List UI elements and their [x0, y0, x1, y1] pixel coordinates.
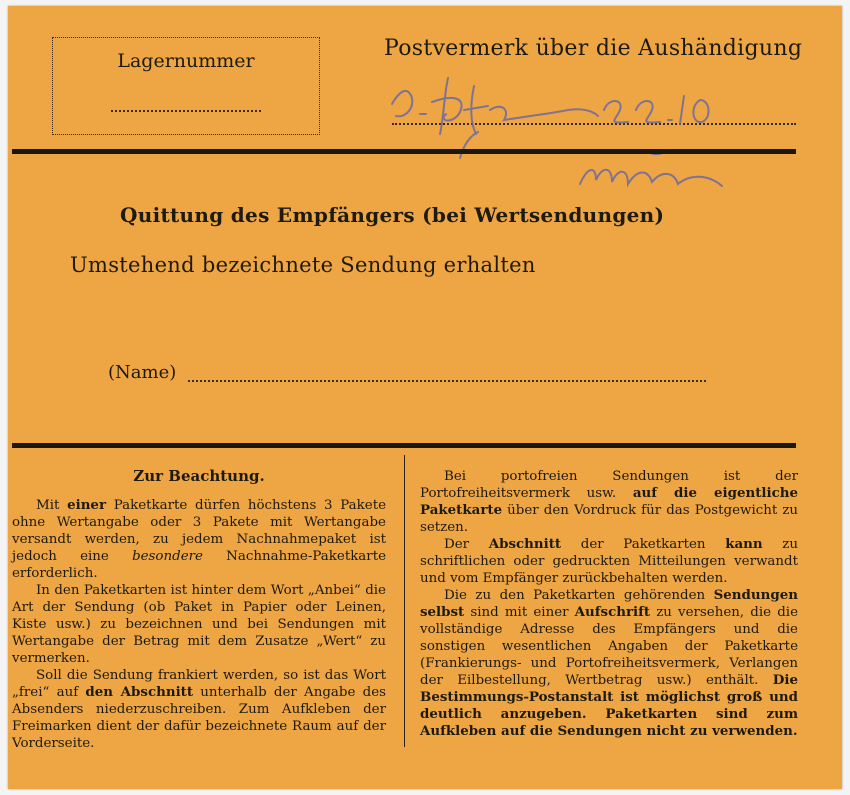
quittung-title: Quittung des Empfängers (bei Wertsendungen): [120, 203, 665, 227]
name-label: (Name): [108, 362, 177, 383]
instructions-paragraph-3: Die zu den Paketkarten gehörenden Sendungen selbst sind mit einer Aufschrift zu versehen, die die vollständige Adresse des Empfängers und die sonstigen wesentlichen Angaben der Paketkarte (Frankierungs- und Portofreiheitsvermerk, Verlangen der Eilbestellung, Wertbetrag usw.) enthält. Die Bestimmungs-Postanstalt ist möglichst groß und deutlich anzugeben. Paketkarten sind zum Aufkleben auf die Sendungen nicht zu verwenden.: [420, 587, 798, 739]
name-dotted-line: [188, 380, 706, 382]
bottom-divider-rule: [12, 443, 796, 448]
lagernummer-label: Lagernummer: [117, 50, 255, 72]
instructions-paragraph-2: Der Abschnitt der Paketkarten kann zu schriftlichen oder gedruckten Mitteilungen verwandt und vom Empfänger zurückbehalten werden.: [420, 536, 798, 586]
beachtung-paragraph-2: In den Paketkarten ist hinter dem Wort „Anbei“ die Art der Sendung (ob Paket in Papier oder Leinen, Kiste usw.) zu bezeichnen und bei Sendungen mit Wertangabe der Betrag mit dem Zusatze „Wert“ zu vermerken.: [12, 583, 386, 666]
top-divider-rule: [12, 149, 796, 154]
lagernummer-dotted-line: [111, 110, 261, 112]
instructions-paragraph-1: Bei portofreien Sendungen ist der Portofreiheitsvermerk usw. auf die eigentliche Paketkarte über den Vordruck für das Postgewicht zu setzen.: [420, 469, 798, 535]
instructions-column: [420, 468, 798, 740]
beachtung-column: [12, 468, 386, 752]
lagernummer-box: [52, 37, 320, 135]
column-divider: [404, 455, 405, 747]
quittung-text: Umstehend bezeichnete Sendung erhalten: [70, 253, 536, 277]
beachtung-paragraph-3: Soll die Sendung frankiert werden, so ist das Wort „frei“ auf den Abschnitt unterhalb der Angabe des Absenders niederzuschreiben. Zum Aufkleben der Freimarken dient der dafür bezeichnete Raum auf der Vorderseite.: [12, 668, 386, 751]
beachtung-heading: Zur Beachtung.: [133, 467, 265, 485]
postvermerk-dotted-line: [392, 123, 796, 125]
beachtung-paragraph-1: Mit einer Paketkarte dürfen höchstens 3 Pakete ohne Wertangabe oder 3 Pakete mit Wertangabe versandt werden, zu jedem Nachnahmepaket ist jedoch eine besondere Nachnahme-Paketkarte erforderlich.: [12, 497, 387, 581]
parcel-card: [8, 6, 842, 789]
postvermerk-title: Postvermerk über die Aushändigung: [384, 36, 803, 61]
